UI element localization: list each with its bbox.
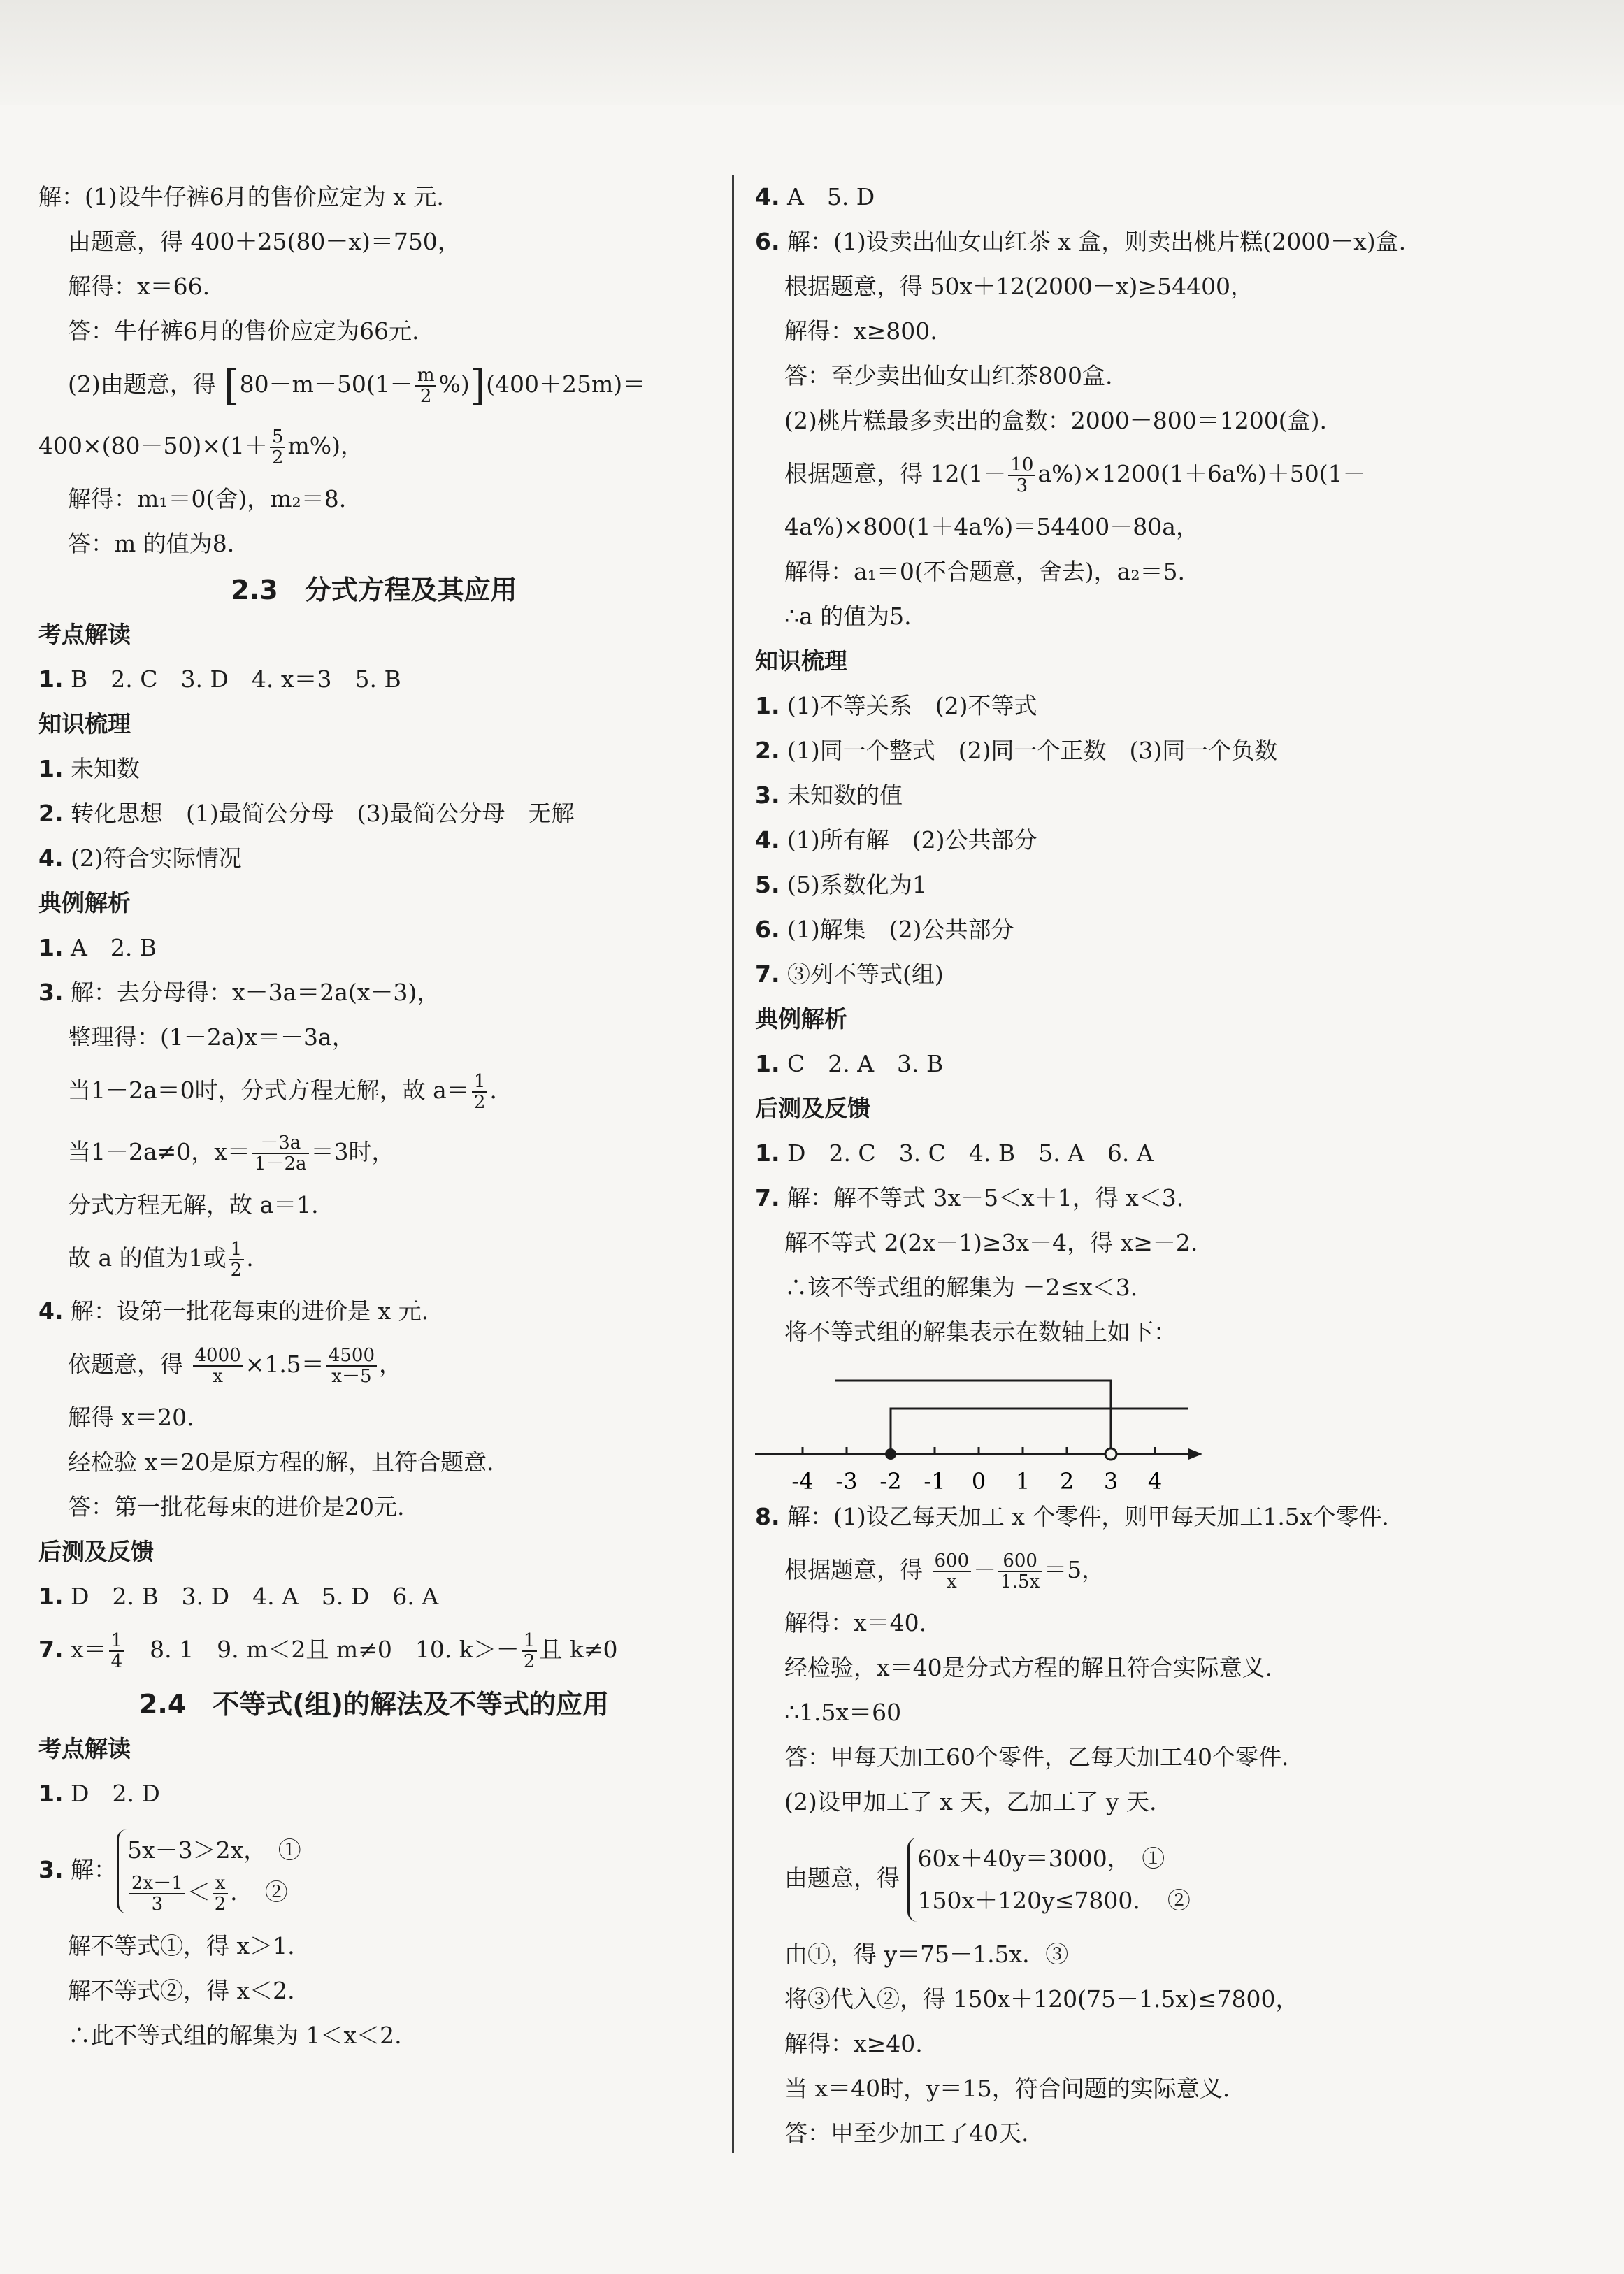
answer-line: 5. (5)系数化为1 [755,871,927,898]
solution-line: 当1－2a≠0，x＝ $\frac{-3a}{1-2a}$ ＝3时， [68,1132,395,1174]
scan-top-band [0,0,1624,105]
solution-line: ∴此不等式组的解集为 1＜x＜2. [68,2022,402,2049]
solution-line: 解得：x≥40. [784,2030,923,2057]
solution-line: ∴a 的值为5. [784,603,912,630]
section-heading: 知识梳理 [38,710,131,737]
answer-line: 1. A 2. B [38,934,157,961]
answer-line: 1. C 2. A 3. B [755,1050,944,1077]
tick-label: 1 [1015,1468,1030,1495]
answer-line: 7. 解：解不等式 3x－5＜x＋1，得 x＜3. [755,1184,1184,1211]
answer-line: 2. 转化思想 (1)最简公分母 (3)最简公分母 无解 [38,800,575,827]
solution-line: 将③代入②，得 150x＋120(75－1.5x)≤7800， [784,1985,1299,2013]
tick-label: -2 [879,1468,902,1495]
section-heading: 典例解析 [38,889,131,916]
solution-line: 由题意，得 60x＋40y＝3000， ① 150x＋120y≤7800． ② [755,1833,1454,1924]
answer-line: 4. A 5. D [755,183,875,210]
solution-line: (2)设甲加工了 x 天，乙加工了 y 天. [784,1788,1157,1815]
answer-line: 7. ③列不等式(组) [755,960,944,988]
answer-line: 1. B 2. C 3. D 4. x＝3 5. B [38,665,401,693]
solution-line: 根据题意，得 50x＋12(2000－x)≥54400， [784,273,1254,300]
answer-line: 7. x＝ $\frac{1}{4}$ 8. 1 9. m＜2且 m≠0 10. k＞－ $\frac{1}{2}$ 且 k≠0 [38,1630,618,1672]
solution-line: 解不等式②，得 x＜2. [68,1977,295,2004]
answer-line: 6. 解：(1)设卖出仙女山红茶 x 盒，则卖出桃片糕(2000－x)盒. [755,228,1407,255]
answer-line: 8. 解：(1)设乙每天加工 x 个零件，则甲每天加工1.5x个零件. [755,1503,1389,1530]
section-heading: 后测及反馈 [38,1538,154,1565]
tick-label: 3 [1103,1468,1119,1495]
answer-line: 1. 未知数 [38,755,140,782]
solution-line: 4a%)×800(1＋4a%)＝54400－80a， [784,513,1199,540]
solution-line: 将不等式组的解集表示在数轴上如下： [784,1318,1177,1346]
solution-line: 依题意，得 $\frac{4000}{x}$ ×1.5＝ $\frac{4500}{x-5}$ ， [68,1345,402,1387]
answer-line: 4. (2)符合实际情况 [38,844,242,872]
answer-line: 3. 解：去分母得：x－3a＝2a(x－3)， [38,979,440,1006]
answer-line: 1. (1)不等关系 (2)不等式 [755,692,1037,719]
axis-arrow [1188,1448,1202,1460]
solution-bracket-upper [835,1381,1111,1454]
section-heading: 后测及反馈 [755,1095,870,1122]
right-column [755,183,1454,2164]
solution-line: 解得 x＝20. [68,1404,194,1431]
answer-line: 3. 未知数的值 [755,782,903,809]
solution-line: 答：甲每天加工60个零件，乙每天加工40个零件. [784,1743,1289,1771]
solution-line: 解得：a₁＝0(不合题意，舍去)，a₂＝5. [784,558,1186,585]
solution-line: 分式方程无解，故 a＝1. [68,1191,319,1218]
solution-line: 答：牛仔裤6月的售价应定为66元. [68,317,419,345]
solution-line: (2)由题意，得 [80－m－50(1－ $\frac{m}{2}$ %)](400＋25m)＝ [68,361,646,410]
solution-line: 故 a 的值为1或 $\frac{1}{2}$ . [68,1239,254,1281]
solution-line: 解得：x≥800. [784,317,937,345]
tick-label: 4 [1147,1468,1163,1495]
section-heading: 考点解读 [38,621,131,648]
solution-line: 根据题意，得 12(1－ $\frac{10}{3}$ a%)×1200(1＋6a%)＋50(1－ [784,454,1366,496]
solution-line: 解不等式 2(2x－1)≥3x－4，得 x≥－2. [784,1229,1198,1256]
answer-line: 1. D 2. D [38,1780,160,1807]
solution-line: 答：甲至少加工了40天. [784,2120,1029,2147]
answer-line: 400×(80－50)×(1＋ $\frac{5}{2}$ m%)， [38,426,364,468]
solution-line: ∴该不等式组的解集为 －2≤x＜3. [784,1274,1138,1301]
solution-line: 根据题意，得 $\frac{600}{x}$ － $\frac{600}{1.5x}$ ＝5， [784,1550,1105,1592]
answer-line: 2. (1)同一个整式 (2)同一个正数 (3)同一个负数 [755,737,1278,764]
solution-line: (2)桃片糕最多卖出的盒数：2000－800＝1200(盒). [784,407,1327,434]
tick-label: 2 [1059,1468,1075,1495]
tick-label: 0 [971,1468,986,1495]
answer-line: 1. D 2. B 3. D 4. A 5. D 6. A [38,1583,439,1610]
solution-line: 经检验 x＝20是原方程的解，且符合题意. [68,1448,494,1476]
answer-line: 4. 解：设第一批花每束的进价是 x 元. [38,1297,429,1325]
solution-line: 整理得：(1－2a)x＝－3a， [68,1023,355,1051]
solution-line: 经检验，x＝40是分式方程的解且符合实际意义. [784,1654,1273,1681]
solution-line: 解得：x＝66. [68,273,210,300]
tick-label: -4 [791,1468,814,1495]
solution-line: 当1－2a＝0时，分式方程无解，故 a＝ $\frac{1}{2}$ . [68,1071,497,1113]
solution-line: 解得：x＝40. [784,1609,927,1636]
answer-line: 1. D 2. C 3. C 4. B 5. A 6. A [755,1139,1154,1167]
left-column [38,183,710,2066]
section-title: 2.3 分式方程及其应用 [231,575,517,605]
section-heading: 考点解读 [38,1735,131,1762]
solution-line: 由题意，得 400＋25(80－x)＝750， [68,228,461,255]
solution-line: 解不等式①，得 x＞1. [68,1932,295,1959]
section-title: 2.4 不等式(组)的解法及不等式的应用 [138,1689,610,1720]
section-heading: 知识梳理 [755,647,847,675]
closed-endpoint [885,1448,896,1460]
solution-line: 当 x＝40时，y＝15，符合问题的实际意义. [784,2075,1230,2102]
answer-line: 解：(1)设牛仔裤6月的售价应定为 x 元. [38,183,444,210]
answer-line: 4. (1)所有解 (2)公共部分 [755,826,1037,854]
answer-line: 3. 解： 5x－3＞2x， ① $\frac{2x-1}{3}$ ＜ $\frac{x}{2}$ ． ② [38,1825,710,1915]
solution-line: 答：第一批花每束的进价是20元. [68,1493,405,1520]
solution-line: ∴1.5x＝60 [784,1699,902,1726]
solution-line: 解得：m₁＝0(舍)，m₂＝8. [68,485,347,512]
solution-line: 答：m 的值为8. [68,530,235,557]
answer-line: 6. (1)解集 (2)公共部分 [755,916,1014,943]
section-heading: 典例解析 [755,1005,847,1032]
solution-line: 由①，得 y＝75－1.5x．③ [784,1941,1069,1968]
column-divider [732,175,734,2153]
number-line-graphic [755,1363,1216,1496]
tick-label: -3 [835,1468,858,1495]
number-line [755,1363,1454,1496]
open-endpoint [1105,1448,1116,1460]
solution-line: 答：至少卖出仙女山红茶800盒. [784,362,1113,389]
tick-label: -1 [924,1468,946,1495]
